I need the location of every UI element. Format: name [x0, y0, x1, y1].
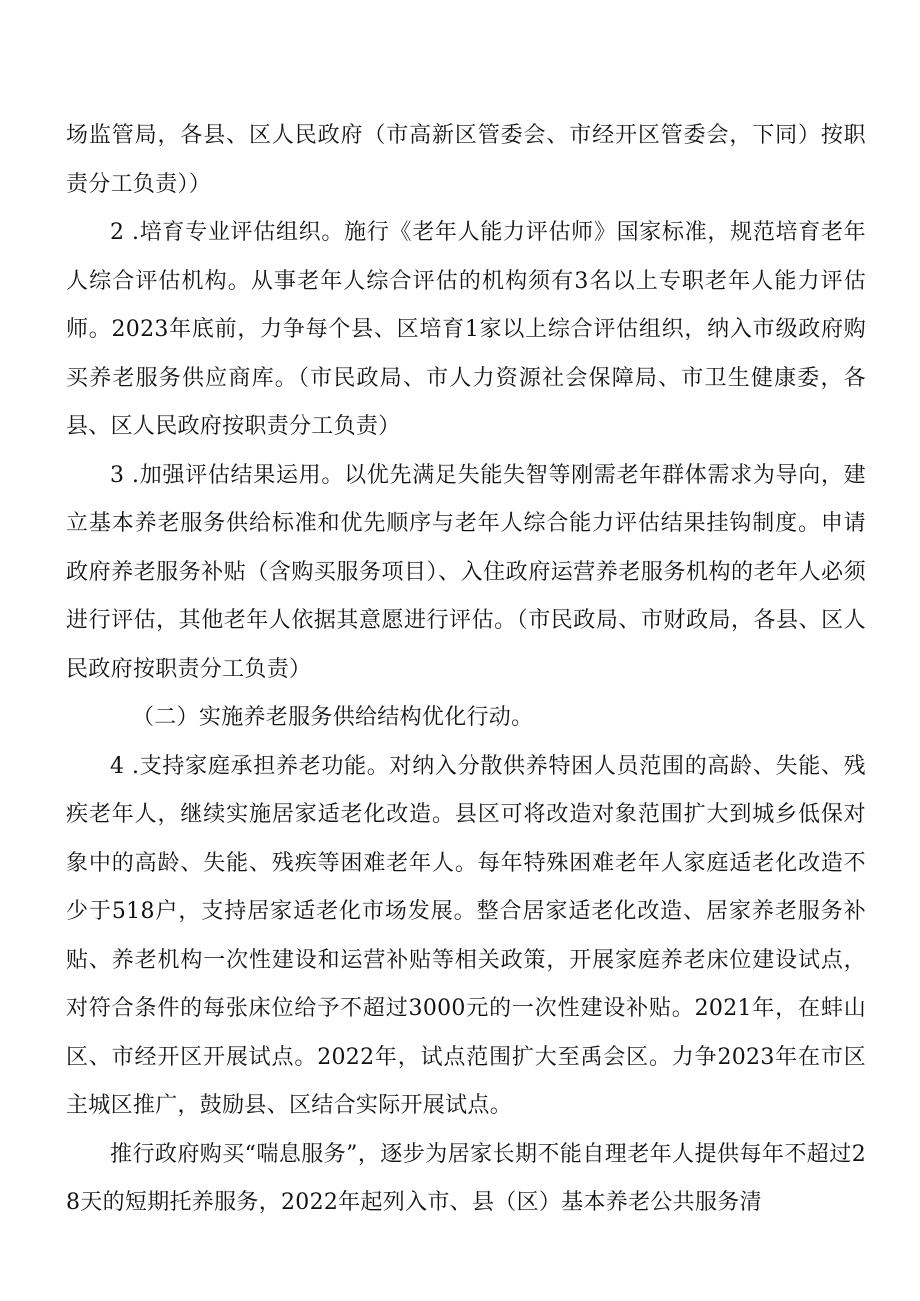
paragraph-item-3: 3 .加强评估结果运用。以优先满足失能失智等刚需老年群体需求为导向，建立基本养老服务供给标准和优先顺序与老年人综合能力评估结果挂钩制度。申请政府养老服务补贴（含购买服务项目）、入住政府运营养老服务机构的老年人必须进行评估，其他老年人依据其意愿进行评估。（市民政局、市财政局，各县、区人民政府按职责分工负责）	[66, 462, 866, 682]
document-body	[66, 112, 866, 1228]
paragraph-responsibility-continued: 场监管局，各县、区人民政府（市高新区管委会、市经开区管委会，下同）按职责分工负责））	[66, 123, 866, 197]
paragraph-respite-service: 推行政府购买“喘息服务”，逐步为居家长期不能自理老年人提供每年不超过28天的短期托养服务，2022年起列入市、县（区）基本养老公共服务清	[66, 1141, 866, 1215]
paragraph-item-4: 4 .支持家庭承担养老功能。对纳入分散供养特困人员范围的高龄、失能、残疾老年人，继续实施居家适老化改造。县区可将改造对象范围扩大到城乡低保对象中的高龄、失能、残疾等困难老年人。每年特殊困难老年人家庭适老化改造不少于518户，支持居家适老化市场发展。整合居家适老化改造、居家养老服务补贴、养老机构一次性建设和运营补贴等相关政策，开展家庭养老床位建设试点，对符合条件的每张床位给予不超过3000元的一次性建设补贴。2021年，在蚌山区、市经开区开展试点。2022年，试点范围扩大至禹会区。力争2023年在市区主城区推广，鼓励县、区结合实际开展试点。	[66, 753, 866, 1118]
section-heading-2: （二）实施养老服务供给结构优化行动。	[132, 705, 534, 730]
paragraph-item-2: 2 .培育专业评估组织。施行《老年人能力评估师》国家标准，规范培育老年人综合评估机构。从事老年人综合评估的机构须有3名以上专职老年人能力评估师。2023年底前，力争每个县、区培育1家以上综合评估组织，纳入市级政府购买养老服务供应商库。（市民政局、市人力资源社会保障局、市卫生健康委，各县、区人民政府按职责分工负责）	[66, 220, 866, 439]
